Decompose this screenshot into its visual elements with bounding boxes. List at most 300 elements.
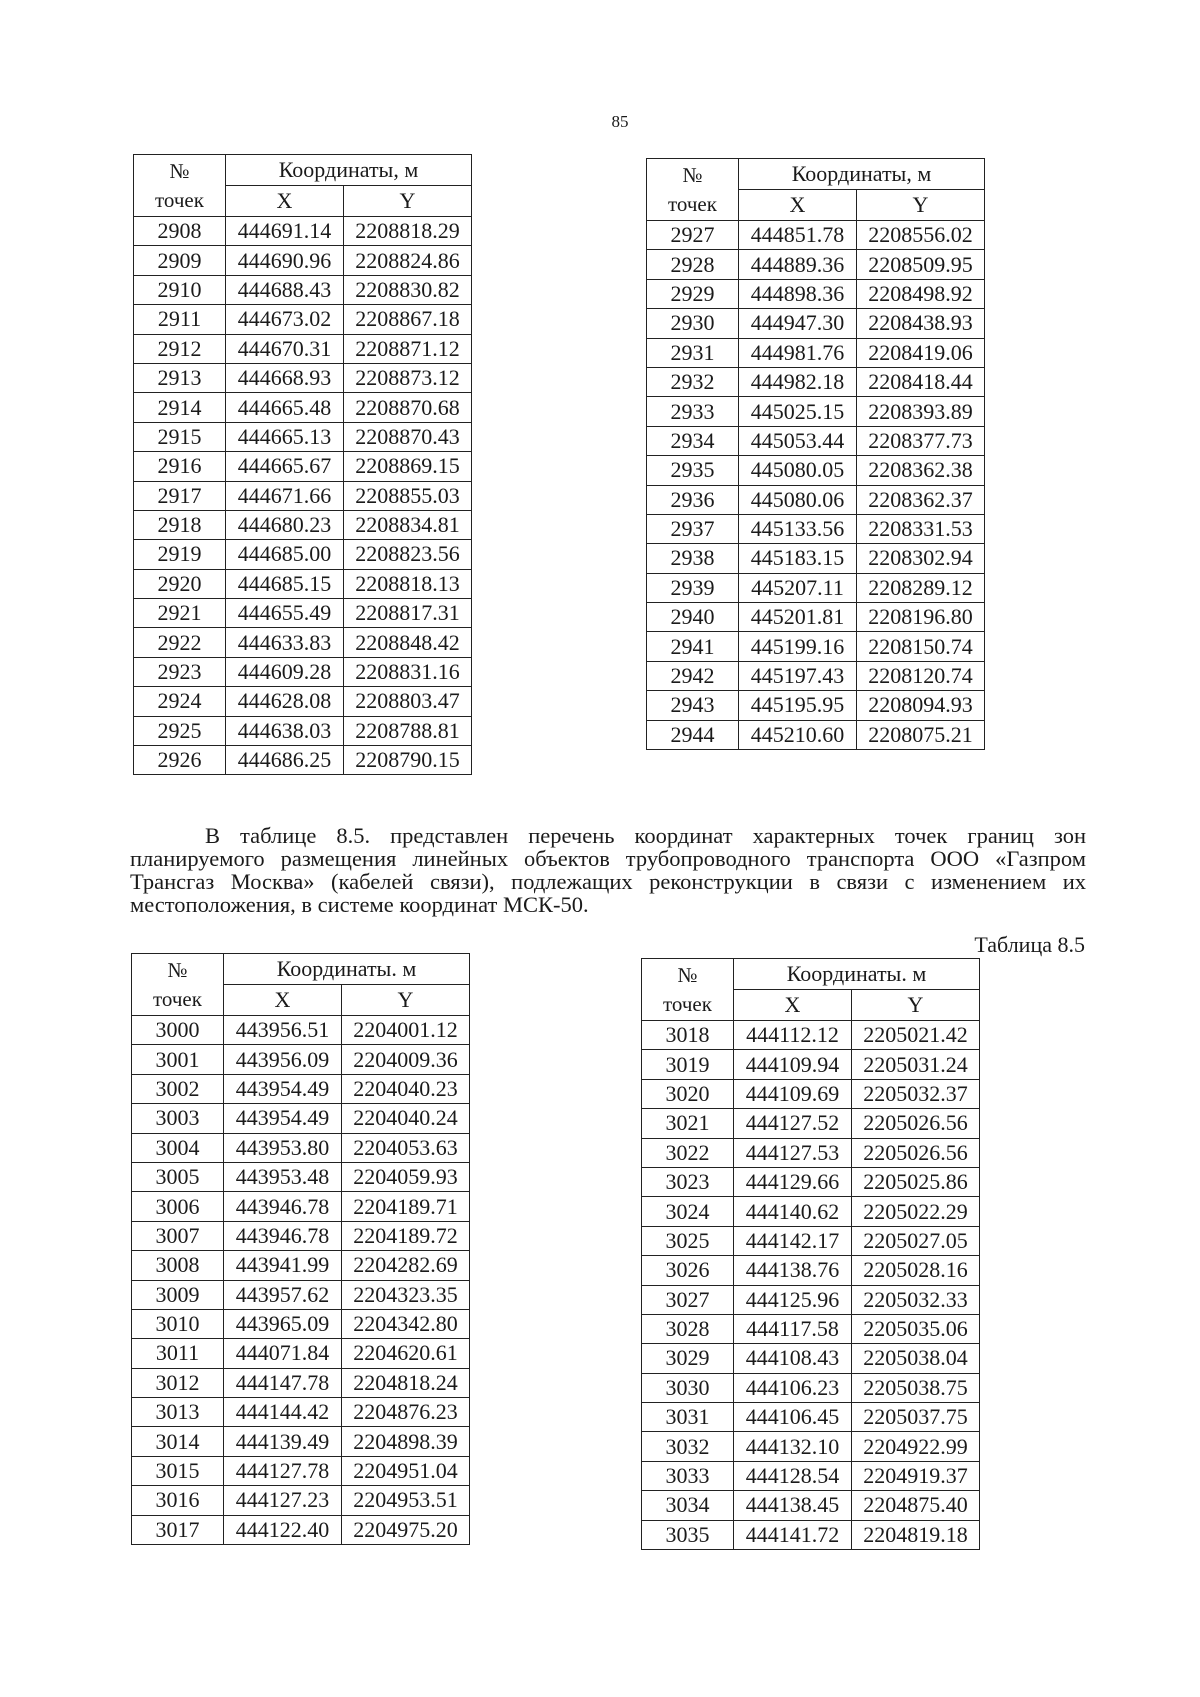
y-cell: 2208289.12 — [857, 573, 985, 602]
point-number-cell: 2940 — [647, 603, 739, 632]
y-cell: 2208509.95 — [857, 250, 985, 279]
point-number-cell: 3007 — [132, 1221, 224, 1250]
y-cell: 2204001.12 — [342, 1016, 470, 1045]
point-number-cell: 2941 — [647, 632, 739, 661]
point-number-cell: 3009 — [132, 1280, 224, 1309]
table-row — [132, 1368, 470, 1397]
point-number-cell: 2928 — [647, 250, 739, 279]
point-number-cell: 3022 — [642, 1138, 734, 1167]
table-row — [134, 746, 472, 775]
table-row — [134, 628, 472, 657]
x-cell: 444071.84 — [224, 1339, 342, 1368]
y-cell: 2208823.56 — [344, 540, 472, 569]
y-cell: 2204342.80 — [342, 1309, 470, 1338]
table-row — [642, 1109, 980, 1138]
point-number-cell: 2913 — [134, 363, 226, 392]
table-row — [642, 1432, 980, 1461]
x-cell: 444112.12 — [734, 1021, 852, 1050]
table-row — [642, 1285, 980, 1314]
point-number-cell: 3030 — [642, 1373, 734, 1402]
coordinates-header: Координаты. м — [224, 954, 470, 985]
table-row — [647, 661, 985, 690]
x-cell: 445025.15 — [739, 397, 857, 426]
y-header: Y — [342, 985, 470, 1016]
point-number-cell: 2934 — [647, 426, 739, 455]
table-row — [134, 422, 472, 451]
x-header: X — [739, 190, 857, 221]
table-row — [132, 1221, 470, 1250]
table-row — [132, 1074, 470, 1103]
table-row — [642, 1167, 980, 1196]
table-row — [134, 687, 472, 716]
x-cell: 444851.78 — [739, 221, 857, 250]
x-cell: 444122.40 — [224, 1515, 342, 1544]
x-cell: 444140.62 — [734, 1197, 852, 1226]
x-cell: 443954.49 — [224, 1104, 342, 1133]
table-row — [134, 246, 472, 275]
point-number-cell: 2922 — [134, 628, 226, 657]
x-cell: 444138.45 — [734, 1491, 852, 1520]
table-row — [132, 1398, 470, 1427]
point-number-cell: 3021 — [642, 1109, 734, 1138]
coordinates-header: Координаты. м — [734, 959, 980, 990]
y-cell: 2204898.39 — [342, 1427, 470, 1456]
y-cell: 2205032.33 — [852, 1285, 980, 1314]
point-number-cell: 2918 — [134, 510, 226, 539]
x-cell: 444655.49 — [226, 599, 344, 628]
point-number-cell: 3016 — [132, 1486, 224, 1515]
y-cell: 2208870.43 — [344, 422, 472, 451]
point-number-cell: 2926 — [134, 746, 226, 775]
y-cell: 2208867.18 — [344, 305, 472, 334]
point-number-cell: 2942 — [647, 661, 739, 690]
y-cell: 2204922.99 — [852, 1432, 980, 1461]
y-cell: 2208094.93 — [857, 691, 985, 720]
table-row — [134, 393, 472, 422]
x-cell: 444671.66 — [226, 481, 344, 510]
y-cell: 2205025.86 — [852, 1167, 980, 1196]
table-row — [134, 305, 472, 334]
y-cell: 2208871.12 — [344, 334, 472, 363]
x-cell: 444638.03 — [226, 716, 344, 745]
x-cell: 444139.49 — [224, 1427, 342, 1456]
y-cell: 2208824.86 — [344, 246, 472, 275]
point-number-cell: 2911 — [134, 305, 226, 334]
x-cell: 445183.15 — [739, 544, 857, 573]
table-caption: Таблица 8.5 — [974, 932, 1085, 957]
x-cell: 444109.94 — [734, 1050, 852, 1079]
x-cell: 445080.05 — [739, 456, 857, 485]
table-row — [132, 1192, 470, 1221]
point-number-cell: 3013 — [132, 1398, 224, 1427]
x-cell: 444898.36 — [739, 279, 857, 308]
y-cell: 2204975.20 — [342, 1515, 470, 1544]
y-cell: 2204875.40 — [852, 1491, 980, 1520]
y-cell: 2204059.93 — [342, 1162, 470, 1191]
y-cell: 2208817.31 — [344, 599, 472, 628]
table-row — [647, 426, 985, 455]
point-number-cell: 2935 — [647, 456, 739, 485]
point-number-cell: 2910 — [134, 275, 226, 304]
table-row — [132, 1016, 470, 1045]
point-number-cell: 3004 — [132, 1133, 224, 1162]
x-cell: 444665.48 — [226, 393, 344, 422]
point-number-cell: 2936 — [647, 485, 739, 514]
table-row — [132, 1162, 470, 1191]
table-row — [134, 569, 472, 598]
y-cell: 2208848.42 — [344, 628, 472, 657]
point-number-cell: 2914 — [134, 393, 226, 422]
coordinates-table-3 — [131, 953, 470, 1545]
point-number-cell: 2925 — [134, 716, 226, 745]
x-cell: 445201.81 — [739, 603, 857, 632]
y-cell: 2208196.80 — [857, 603, 985, 632]
y-cell: 2208869.15 — [344, 452, 472, 481]
table-row — [647, 573, 985, 602]
y-cell: 2208830.82 — [344, 275, 472, 304]
table-row — [132, 1104, 470, 1133]
table-row — [647, 691, 985, 720]
point-number-cell: 3027 — [642, 1285, 734, 1314]
x-cell: 444142.17 — [734, 1226, 852, 1255]
x-cell: 444144.42 — [224, 1398, 342, 1427]
point-number-cell: 3010 — [132, 1309, 224, 1338]
x-cell: 444129.66 — [734, 1167, 852, 1196]
point-number-cell: 3025 — [642, 1226, 734, 1255]
y-cell: 2204876.23 — [342, 1398, 470, 1427]
y-cell: 2205038.75 — [852, 1373, 980, 1402]
point-number-header: № точек — [132, 954, 224, 1016]
x-cell: 443956.09 — [224, 1045, 342, 1074]
y-cell: 2208855.03 — [344, 481, 472, 510]
x-cell: 444668.93 — [226, 363, 344, 392]
table-row — [132, 1280, 470, 1309]
x-cell: 443946.78 — [224, 1192, 342, 1221]
point-number-cell: 3026 — [642, 1256, 734, 1285]
y-cell: 2204040.23 — [342, 1074, 470, 1103]
table-row — [132, 1339, 470, 1368]
table-row — [134, 481, 472, 510]
y-cell: 2208873.12 — [344, 363, 472, 392]
y-cell: 2208393.89 — [857, 397, 985, 426]
table-row — [642, 1403, 980, 1432]
point-number-cell: 2944 — [647, 720, 739, 749]
x-cell: 444125.96 — [734, 1285, 852, 1314]
table-row — [642, 1461, 980, 1490]
point-number-cell: 3012 — [132, 1368, 224, 1397]
point-number-cell: 3001 — [132, 1045, 224, 1074]
y-cell: 2208362.38 — [857, 456, 985, 485]
point-number-cell: 2931 — [647, 338, 739, 367]
x-cell: 443953.48 — [224, 1162, 342, 1191]
y-cell: 2208120.74 — [857, 661, 985, 690]
table-row — [642, 1226, 980, 1255]
y-cell: 2208438.93 — [857, 309, 985, 338]
y-cell: 2208075.21 — [857, 720, 985, 749]
table-row — [642, 1344, 980, 1373]
point-number-cell: 2919 — [134, 540, 226, 569]
table-row — [642, 1373, 980, 1402]
point-number-cell: 3029 — [642, 1344, 734, 1373]
y-cell: 2205027.05 — [852, 1226, 980, 1255]
x-cell: 444138.76 — [734, 1256, 852, 1285]
point-number-cell: 3019 — [642, 1050, 734, 1079]
table-row — [642, 1138, 980, 1167]
y-cell: 2208870.68 — [344, 393, 472, 422]
y-cell: 2208556.02 — [857, 221, 985, 250]
y-cell: 2205026.56 — [852, 1109, 980, 1138]
x-cell: 445133.56 — [739, 514, 857, 543]
y-cell: 2204951.04 — [342, 1456, 470, 1485]
y-cell: 2205028.16 — [852, 1256, 980, 1285]
body-paragraph — [130, 824, 1086, 916]
point-number-cell: 2917 — [134, 481, 226, 510]
x-cell: 444673.02 — [226, 305, 344, 334]
point-number-cell: 3034 — [642, 1491, 734, 1520]
point-number-cell: 3035 — [642, 1520, 734, 1549]
x-cell: 445199.16 — [739, 632, 857, 661]
x-cell: 444628.08 — [226, 687, 344, 716]
table-row — [647, 338, 985, 367]
y-cell: 2204282.69 — [342, 1251, 470, 1280]
x-cell: 444127.53 — [734, 1138, 852, 1167]
y-header: Y — [344, 186, 472, 217]
x-cell: 443941.99 — [224, 1251, 342, 1280]
y-cell: 2204620.61 — [342, 1339, 470, 1368]
point-number-cell: 3020 — [642, 1079, 734, 1108]
table-row — [647, 456, 985, 485]
table-row — [647, 309, 985, 338]
x-cell: 444670.31 — [226, 334, 344, 363]
table-row — [647, 279, 985, 308]
point-number-cell: 2916 — [134, 452, 226, 481]
table-row — [647, 544, 985, 573]
y-cell: 2208818.13 — [344, 569, 472, 598]
point-number-cell: 2937 — [647, 514, 739, 543]
point-number-cell: 2923 — [134, 657, 226, 686]
x-cell: 445197.43 — [739, 661, 857, 690]
table-row — [134, 599, 472, 628]
y-cell: 2205032.37 — [852, 1079, 980, 1108]
y-cell: 2204323.35 — [342, 1280, 470, 1309]
point-number-cell: 2909 — [134, 246, 226, 275]
table-row — [642, 1520, 980, 1549]
y-cell: 2204053.63 — [342, 1133, 470, 1162]
point-number-cell: 2932 — [647, 367, 739, 396]
x-cell: 444117.58 — [734, 1314, 852, 1343]
x-cell: 445053.44 — [739, 426, 857, 455]
table-row — [134, 275, 472, 304]
x-cell: 443957.62 — [224, 1280, 342, 1309]
x-header: X — [226, 186, 344, 217]
x-cell: 445195.95 — [739, 691, 857, 720]
table-row — [647, 720, 985, 749]
x-cell: 444665.67 — [226, 452, 344, 481]
coordinates-header: Координаты, м — [226, 155, 472, 186]
x-cell: 444127.23 — [224, 1486, 342, 1515]
x-cell: 444686.25 — [226, 746, 344, 775]
table-row — [132, 1133, 470, 1162]
point-number-cell: 3015 — [132, 1456, 224, 1485]
table-row — [647, 485, 985, 514]
point-number-header: № точек — [134, 155, 226, 217]
table-row — [647, 632, 985, 661]
x-cell: 443946.78 — [224, 1221, 342, 1250]
table-row — [642, 1197, 980, 1226]
point-number-cell: 3006 — [132, 1192, 224, 1221]
table-row — [134, 657, 472, 686]
y-cell: 2208818.29 — [344, 217, 472, 246]
y-cell: 2205021.42 — [852, 1021, 980, 1050]
table-row — [134, 217, 472, 246]
x-cell: 444690.96 — [226, 246, 344, 275]
y-cell: 2208377.73 — [857, 426, 985, 455]
table-row — [132, 1427, 470, 1456]
y-cell: 2204919.37 — [852, 1461, 980, 1490]
point-number-cell: 3028 — [642, 1314, 734, 1343]
table-row — [642, 1050, 980, 1079]
y-cell: 2204953.51 — [342, 1486, 470, 1515]
y-cell: 2204819.18 — [852, 1520, 980, 1549]
point-number-cell: 3014 — [132, 1427, 224, 1456]
y-cell: 2205038.04 — [852, 1344, 980, 1373]
y-cell: 2208419.06 — [857, 338, 985, 367]
table-row — [134, 334, 472, 363]
table-row — [134, 716, 472, 745]
table-row — [132, 1515, 470, 1544]
table-row — [642, 1314, 980, 1343]
x-cell: 444141.72 — [734, 1520, 852, 1549]
point-number-cell: 3033 — [642, 1461, 734, 1490]
coordinates-header: Координаты, м — [739, 159, 985, 190]
x-cell: 444127.52 — [734, 1109, 852, 1138]
table-row — [134, 452, 472, 481]
point-number-cell: 2908 — [134, 217, 226, 246]
table-row — [642, 1021, 980, 1050]
page-number: 85 — [611, 112, 629, 131]
x-cell: 443965.09 — [224, 1309, 342, 1338]
point-number-cell: 2933 — [647, 397, 739, 426]
y-header: Y — [852, 990, 980, 1021]
x-cell: 444106.45 — [734, 1403, 852, 1432]
point-number-cell: 2921 — [134, 599, 226, 628]
x-cell: 443953.80 — [224, 1133, 342, 1162]
x-cell: 445207.11 — [739, 573, 857, 602]
point-number-cell: 3002 — [132, 1074, 224, 1103]
point-number-cell: 2915 — [134, 422, 226, 451]
x-cell: 444685.00 — [226, 540, 344, 569]
table-row — [132, 1456, 470, 1485]
point-number-header: № точек — [642, 959, 734, 1021]
point-number-cell: 2927 — [647, 221, 739, 250]
paragraph-text: В таблице 8.5. представлен перечень координат характерных точек границ зон планируемого размещения линейных объектов трубопроводного транспорта ООО «Газпром Трансгаз Москва» (кабелей связи), подлежащих реконструкции в связи с изменением их местоположения, в системе координат МСК-50. — [130, 823, 1086, 917]
point-number-cell: 2930 — [647, 309, 739, 338]
point-number-cell: 2939 — [647, 573, 739, 602]
table-row — [132, 1045, 470, 1074]
point-number-cell: 2929 — [647, 279, 739, 308]
x-cell: 444691.14 — [226, 217, 344, 246]
table-row — [132, 1309, 470, 1338]
x-cell: 444981.76 — [739, 338, 857, 367]
y-cell: 2205037.75 — [852, 1403, 980, 1432]
x-cell: 444947.30 — [739, 309, 857, 338]
point-number-cell: 2924 — [134, 687, 226, 716]
point-number-cell: 3003 — [132, 1104, 224, 1133]
table-row — [642, 1256, 980, 1285]
y-header: Y — [857, 190, 985, 221]
x-cell: 444132.10 — [734, 1432, 852, 1461]
coordinates-table-1 — [133, 154, 472, 775]
table-row — [134, 363, 472, 392]
table-row — [132, 1486, 470, 1515]
point-number-cell: 2912 — [134, 334, 226, 363]
y-cell: 2205035.06 — [852, 1314, 980, 1343]
y-cell: 2208331.53 — [857, 514, 985, 543]
y-cell: 2208834.81 — [344, 510, 472, 539]
y-cell: 2204009.36 — [342, 1045, 470, 1074]
x-header: X — [224, 985, 342, 1016]
x-cell: 445080.06 — [739, 485, 857, 514]
point-number-header: № точек — [647, 159, 739, 221]
table-row — [134, 510, 472, 539]
x-cell: 444665.13 — [226, 422, 344, 451]
x-cell: 444633.83 — [226, 628, 344, 657]
y-cell: 2208302.94 — [857, 544, 985, 573]
point-number-cell: 3031 — [642, 1403, 734, 1432]
y-cell: 2204189.72 — [342, 1221, 470, 1250]
point-number-cell: 3011 — [132, 1339, 224, 1368]
x-cell: 443956.51 — [224, 1016, 342, 1045]
table-row — [647, 514, 985, 543]
point-number-cell: 2920 — [134, 569, 226, 598]
table-row — [647, 250, 985, 279]
table-row — [134, 540, 472, 569]
x-cell: 444108.43 — [734, 1344, 852, 1373]
y-cell: 2205026.56 — [852, 1138, 980, 1167]
table-row — [647, 221, 985, 250]
table-row — [642, 1491, 980, 1520]
y-cell: 2204818.24 — [342, 1368, 470, 1397]
y-cell: 2208803.47 — [344, 687, 472, 716]
y-cell: 2208150.74 — [857, 632, 985, 661]
y-cell: 2204189.71 — [342, 1192, 470, 1221]
x-cell: 444127.78 — [224, 1456, 342, 1485]
x-cell: 444147.78 — [224, 1368, 342, 1397]
table-row — [647, 603, 985, 632]
point-number-cell: 2938 — [647, 544, 739, 573]
y-cell: 2208788.81 — [344, 716, 472, 745]
x-cell: 444109.69 — [734, 1079, 852, 1108]
x-cell: 444609.28 — [226, 657, 344, 686]
x-cell: 443954.49 — [224, 1074, 342, 1103]
table-row — [132, 1251, 470, 1280]
point-number-cell: 3023 — [642, 1167, 734, 1196]
x-cell: 444688.43 — [226, 275, 344, 304]
y-cell: 2208831.16 — [344, 657, 472, 686]
x-cell: 444982.18 — [739, 367, 857, 396]
x-cell: 444106.23 — [734, 1373, 852, 1402]
y-cell: 2205022.29 — [852, 1197, 980, 1226]
point-number-cell: 3008 — [132, 1251, 224, 1280]
point-number-cell: 3005 — [132, 1162, 224, 1191]
point-number-cell: 3000 — [132, 1016, 224, 1045]
y-cell: 2208362.37 — [857, 485, 985, 514]
x-cell: 444128.54 — [734, 1461, 852, 1490]
table-row — [647, 367, 985, 396]
y-cell: 2208790.15 — [344, 746, 472, 775]
y-cell: 2204040.24 — [342, 1104, 470, 1133]
point-number-cell: 3024 — [642, 1197, 734, 1226]
